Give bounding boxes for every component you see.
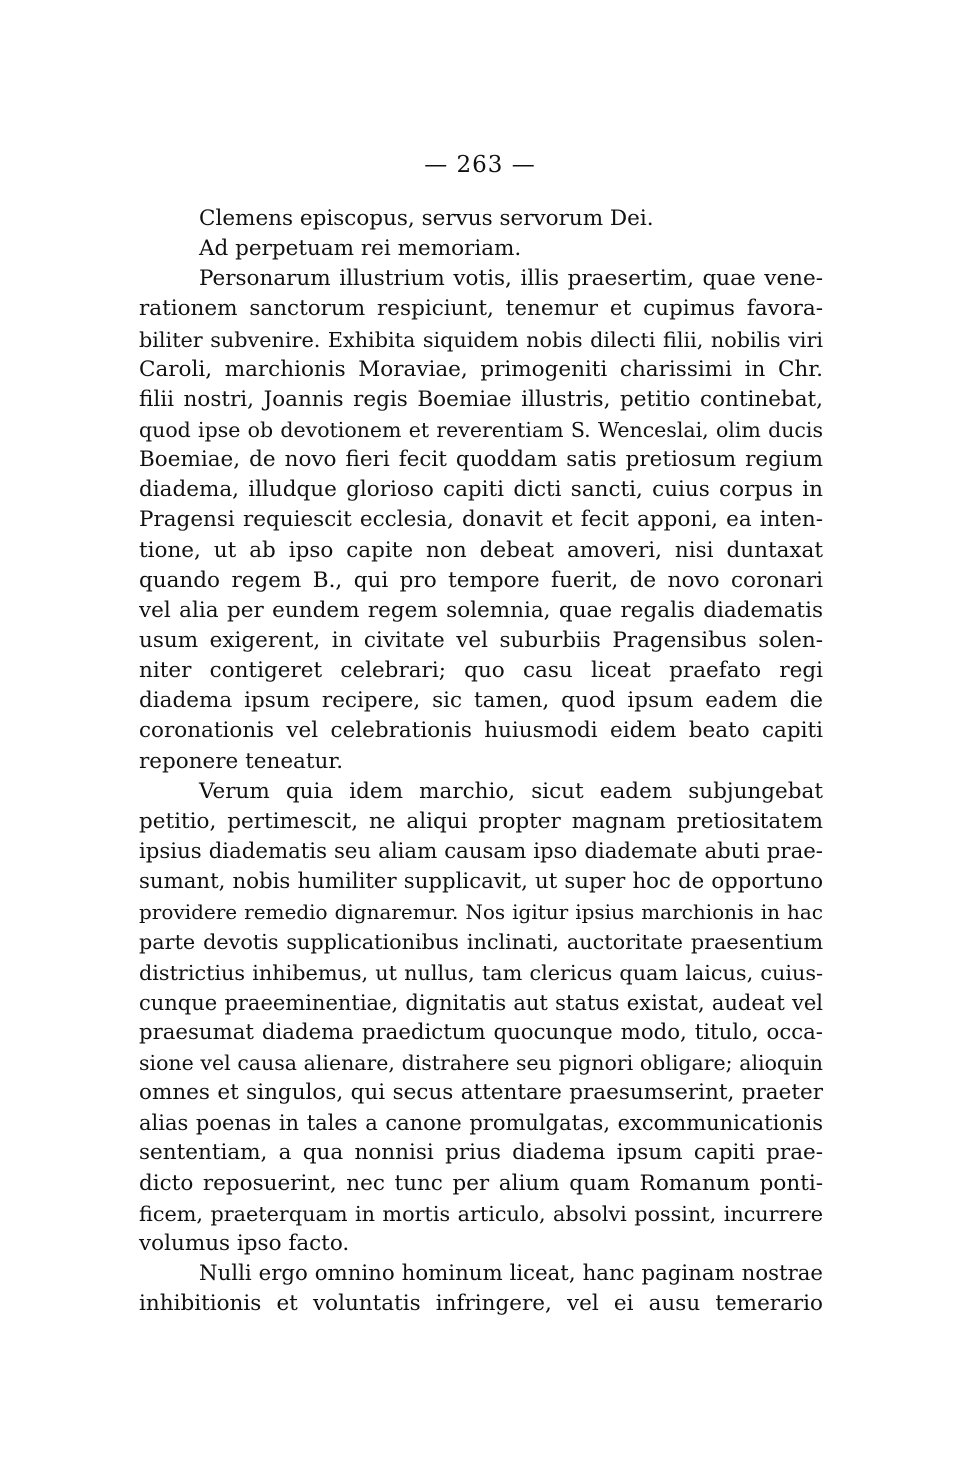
text-line: Personarum illustrium votis, illis praesertim, quae vene- [199,266,823,292]
text-line: districtius inhibemus, ut nullus, tam clericus quam laicus, cuius- [139,960,823,985]
text-line: coronationis vel celebrationis huiusmodi eidem beato capiti [139,718,823,744]
text-line: petitio, pertimescit, ne aliqui propter magnam pretiositatem [139,808,823,834]
text-line: biliter subvenire. Exhibita siquidem nobis dilecti filii, nobilis viri [139,327,823,352]
text-line: reponere teneatur. [139,748,344,774]
text-line: quando regem B., qui pro tempore fuerit, de novo coronari [139,567,823,593]
text-line: sententiam, a qua nonnisi prius diadema ipsum capiti prae- [139,1140,823,1166]
text-line: providere remedio dignaremur. Nos igitur ipsius marchionis in hac [139,900,823,925]
text-line: Boemiae, de novo fieri fecit quoddam satis pretiosum regium [139,447,823,473]
text-line: Pragensi requiescit ecclesia, donavit et fecit apponi, ea inten- [139,507,823,533]
text-line: volumus ipso facto. [139,1230,350,1256]
text-line: alias poenas in tales a canone promulgatas, excommunicationis [139,1111,823,1136]
text-line: Verum quia idem marchio, sicut eadem subjungebat [199,778,823,804]
text-line: dicto reposuerint, nec tunc per alium quam Romanum ponti- [139,1170,823,1196]
text-line: usum exigerent, in civitate vel suburbiis Pragensibus solen- [139,627,823,653]
text-line: diadema, illudque glorioso capiti dicti sancti, cuius corpus in [139,477,823,503]
text-line: ficem, praeterquam in mortis articulo, absolvi possint, incurrere [139,1201,823,1226]
text-line: omnes et singulos, qui secus attentare praesumserint, praeter [139,1080,823,1106]
text-line: vel alia per eundem regem solemnia, quae regalis diadematis [139,597,823,623]
text-line: filii nostri, Joannis regis Boemiae illustris, petitio continebat, [139,386,823,412]
text-line: praesumat diadema praedictum quocunque modo, titulo, occa- [139,1019,823,1045]
text-line: ipsius diadematis seu aliam causam ipso diademate abuti prae- [139,838,823,864]
text-line: quod ipse ob devotionem et reverentiam S. Wenceslai, olim ducis [139,417,823,442]
text-line: sumant, nobis humiliter supplicavit, ut super hoc de opportuno [139,869,823,895]
text-line: niter contigeret celebrari; quo casu liceat praefato regi [139,658,823,684]
text-line: inhibitionis et voluntatis infringere, vel ei ausu temerario [139,1291,823,1317]
text-line: rationem sanctorum respiciunt, tenemur et cupimus favora- [139,296,823,322]
text-line: tione, ut ab ipso capite non debeat amoveri, nisi duntaxat [139,537,823,563]
text-line: cunque praeeminentiae, dignitatis aut status existat, audeat vel [139,990,823,1015]
page-number: — 263 — [424,152,536,178]
text-line: sione vel causa alienare, distrahere seu pignori obligare; alioquin [139,1050,823,1075]
text-line: Caroli, marchionis Moraviae, primogeniti charissimi in Chr. [139,356,823,382]
text-line: Clemens episcopus, servus servorum Dei. [199,206,654,231]
text-line: Ad perpetuam rei memoriam. [199,236,522,262]
body-text [139,204,823,1319]
text-line: diadema ipsum recipere, sic tamen, quod ipsum eadem die [139,688,823,714]
text-line: Nulli ergo omnino hominum liceat, hanc paginam nostrae [199,1260,823,1286]
text-line: parte devotis supplicationibus inclinati, auctoritate praesentium [139,930,823,955]
